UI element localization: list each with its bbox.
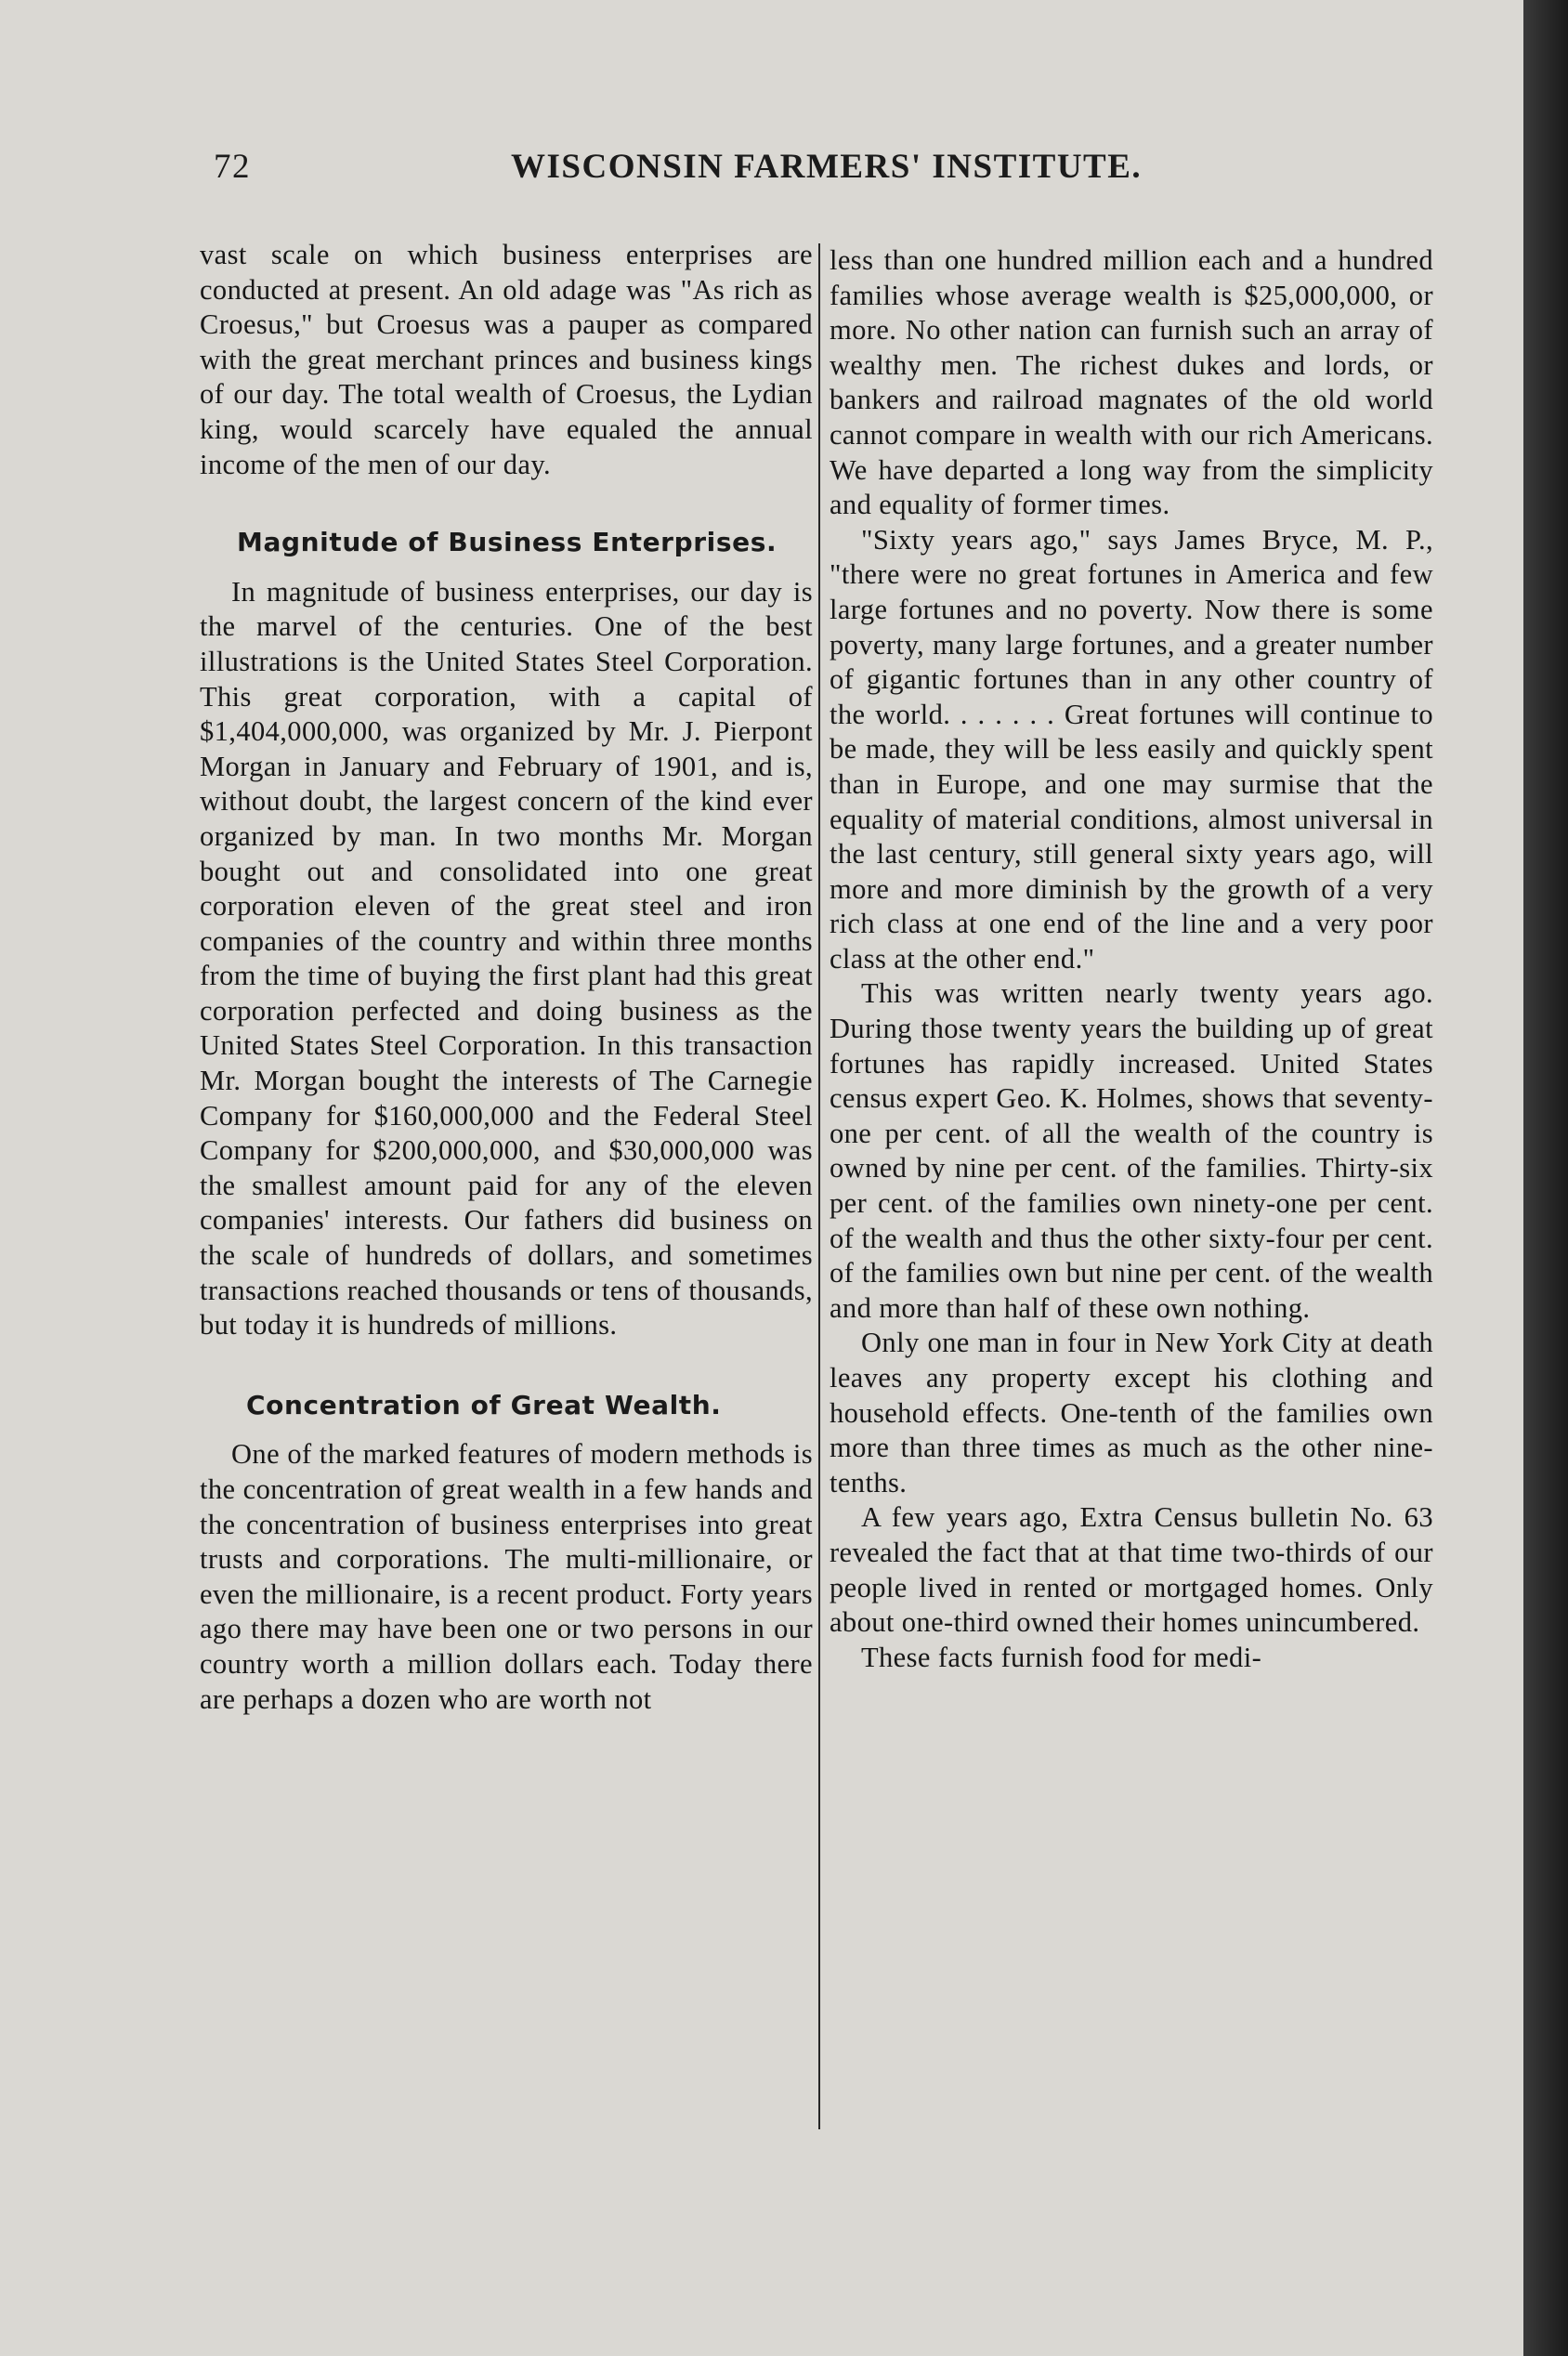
left-column	[200, 238, 813, 1717]
paragraph: "Sixty years ago," says James Bryce, M. P., "there were no great fortunes in America and few large fortunes and no poverty. Now there is some poverty, many large fortunes, and a greater number of gigantic fortunes than in any other country of the world. . . . . . . Great fortunes will continue to be made, they will be less easily and quickly spent than in Europe, and one may surmise that the equality of material conditions, almost universal in the last century, still general sixty years ago, will more and more diminish by the growth of a very rich class at one end of the line and a very poor class at the other end."	[830, 523, 1433, 975]
running-title: WISCONSIN FARMERS' INSTITUTE.	[511, 148, 1143, 186]
paragraph: less than one hundred million each and a hundred families whose average wealth is $25,000,000, or more. No other nation can furnish such an array of wealthy men. The richest dukes and lords, or bankers and railroad magnates of the old world cannot compare in wealth with our rich Americans. We have departed a long way from the simplicity and equality of former times.	[830, 244, 1433, 521]
page-number: 72	[214, 148, 251, 186]
paragraph: In magnitude of business enterprises, our day is the marvel of the centuries. One of the best illustrations is the United States Steel Corporation. This great corporation, with a capital of $1,404,000,000, was organized by Mr. J. Pierpont Morgan in January and February of 1901, and is, without doubt, the largest concern of the kind ever organized by man. In two months Mr. Morgan bought out and consolidated into one great corporation eleven of the great steel and iron companies of the country and within three months from the time of buying the first plant had this great corporation perfected and doing business as the United States Steel Corporation. In this transaction Mr. Morgan bought the interests of The Carnegie Company for $160,000,000 and the Federal Steel Company for $200,000,000, and $30,000,000 was the smallest amount paid for any of the eleven companies' interests. Our fathers did business on the scale of hundreds of dollars, and sometimes transactions reached thousands or tens of thousands, but today it is hundreds of millions.	[200, 575, 813, 1342]
paragraph: Only one man in four in New York City at death leaves any property except his clothing and household effects. One-tenth of the families own more than three times as much as the other nine-tenths.	[830, 1327, 1433, 1499]
paragraph: A few years ago, Extra Census bulletin No. 63 revealed the fact that at that time two-thirds of our people lived in rented or mortgaged homes. Only about one-third owned their homes unincumbered.	[830, 1501, 1433, 1639]
paragraph: This was written nearly twenty years ago. During those twenty years the building up of great fortunes has rapidly increased. United States census expert Geo. K. Holmes, shows that seventy-one per cent. of all the wealth of the country is owned by nine per cent. of the families. Thirty-six per cent. of the families own ninety-one per cent. of the wealth and thus the other sixty-four per cent. of the families own but nine per cent. of the wealth and more than half of these own nothing.	[830, 977, 1433, 1324]
column-divider	[818, 243, 820, 2129]
paragraph: One of the marked features of modern methods is the concentration of great wealth in a few hands and the concentration of business enterprises into great trusts and corporations. The multi-millionaire, or even the millionaire, is a recent product. Forty years ago there may have been one or two persons in our country worth a million dollars each. Today there are perhaps a dozen who are worth not	[200, 1438, 813, 1715]
scan-border	[1523, 0, 1568, 2356]
paragraph: These facts furnish food for medi-	[861, 1641, 1262, 1673]
paragraph: vast scale on which business enterprises are conducted at present. An old adage was "As rich as Croesus," but Croesus was a pauper as compared with the great merchant princes and business kings of our day. The total wealth of Croesus, the Lydian king, would scarcely have equaled the annual income of the men of our day.	[200, 239, 813, 480]
section-heading: Concentration of Great Wealth.	[246, 1389, 722, 1420]
section-heading: Magnitude of Business Enterprises.	[237, 527, 777, 558]
page-header	[214, 147, 1143, 188]
right-column	[830, 243, 1433, 1675]
